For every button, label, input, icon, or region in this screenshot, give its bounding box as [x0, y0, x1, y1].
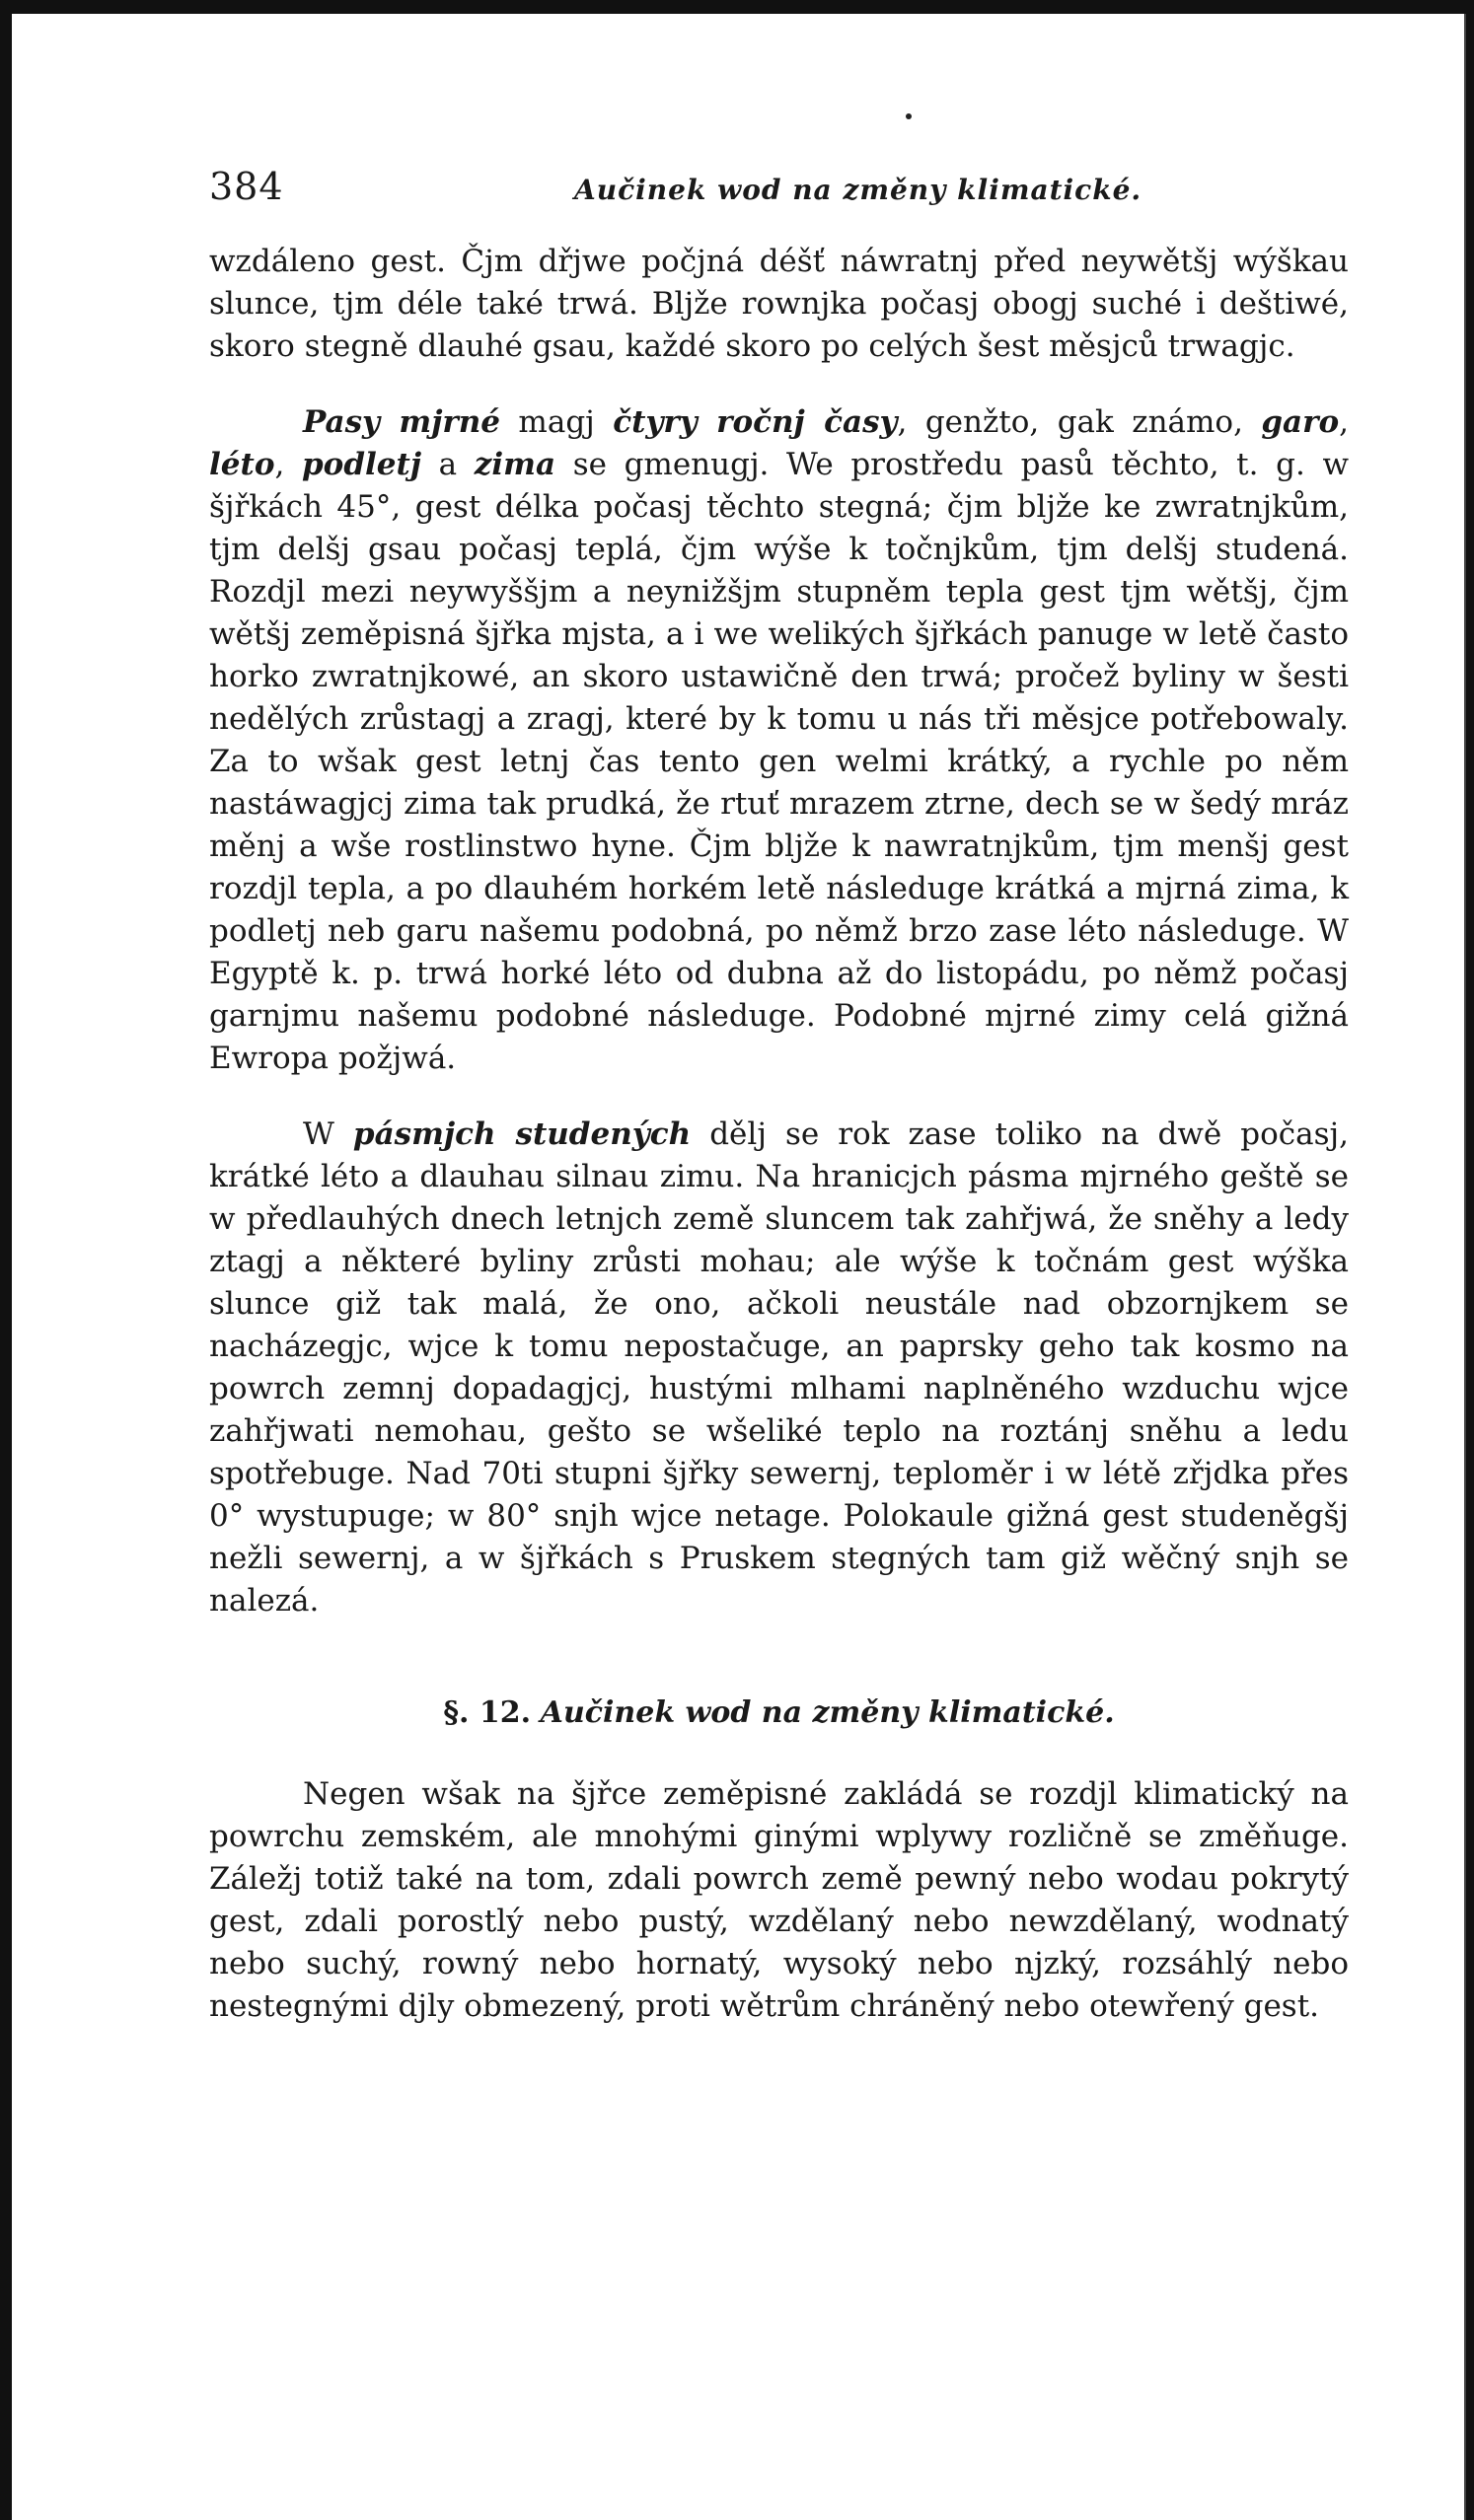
book-page [209, 166, 1349, 2028]
text-span: , [274, 447, 302, 482]
text-span: , [1339, 404, 1349, 440]
text-span: se gmenugj. We prostředu pasů těchto, t. g. w šjřkách 45°, gest délka počasj těchto stegná; čjm bljže ke zwratnjkům, tjm delšj gsau počasj teplá, čjm wýše k točnjkům, tjm delšj studená. Rozdjl mezi neywyššjm a neynižšjm stupněm tepla gest tjm wětšj, čjm wětšj zeměpisná šjřka mjsta, a i we welikých šjřkách panuge w letě často horko zwratnjkowé, an skoro ustawičně den trwá; pročež byliny w šesti nedělých zrůstagj a zragj, které by k tomu u nás tři měsjce potřebowaly. Za to wšak gest letnj čas tento gen welmi krátký, a rychle po něm nastáwagjcj zima tak prudká, že rtuť mrazem ztrne, dech se w šedý mráz měnj a wše rostlinstwo hyne. Čjm bljže k nawratnjkům, tjm menšj gest rozdjl tepla, a po dlauhém horkém letě následuge krátká a mjrná zima, k podletj neb garu našemu podobná, po němž brzo zase léto následuge. W Egyptě k. p. trwá horké léto od dubna až do listopádu, po němž počasj garnjmu našemu podobné následuge. Podobné mjrné zimy celá gižná Ewropa požjwá. [209, 447, 1349, 1076]
term-leto: léto [209, 447, 275, 482]
page-number: 384 [209, 165, 284, 208]
right-border [1466, 0, 1474, 2520]
term-pasmjch-studenych: pásmjch studených [352, 1116, 692, 1152]
term-podletj: podletj [301, 447, 422, 482]
term-pasy-mjrne: Pasy mjrné [303, 404, 501, 440]
paragraph-4: Negen wšak na šjřce zeměpisné zakládá se rozdjl klimatický na powrchu zemském, ale mnohými ginými wplywy rozličně se změňuge. Záležj totiž také na tom, zdali powrch země pewný nebo wodau pokrytý gest, zdali porostlý nebo pustý, wzdělaný nebo newzdělaný, wodnatý nebo suchý, rowný nebo hornatý, wysoký nebo njzký, rozsáhlý nebo nestegnými djly obmezený, proti wětrům chráněný nebo otewřený gest. [209, 1776, 1349, 2024]
section-title: Aučinek wod na změny klimatické. [540, 1695, 1115, 1730]
term-garo: garo [1261, 404, 1340, 440]
page-header [209, 166, 1349, 211]
text-span: magj [500, 404, 614, 440]
text-span: , genžto, gak známo, [897, 404, 1262, 440]
running-title: Aučinek wod na změny klimatické. [574, 174, 1142, 206]
inner-right-border [1464, 14, 1466, 2520]
section-heading [209, 1692, 1349, 1734]
text-span: W [303, 1116, 353, 1152]
scan-speck [906, 113, 912, 119]
text-span: dělj se rok zase toliko na dwě počasj, krátké léto a dlauhau silnau zimu. Na hranicjch pásma mjrného geště se w předlauhých dnech letnjch země sluncem tak zahřjwá, že sněhy a ledy ztagj a některé byliny zrůsti mohau; ale wýše k točnám gest wýška slunce giž tak malá, že ono, ačkoli neustále nad obzornjkem se nacházegjc, wjce k tomu nepostačuge, an paprsky geho tak kosmo na powrch zemnj dopadagjcj, hustými mlhami naplněného wzduchu wjce zahřjwati nemohau, gešto se wšeliké teplo na roztánj sněhu a ledu spotřebuge. Nad 70ti stupni šjřky sewernj, teploměr i w létě zřjdka přes 0° wystupuge; w 80° snjh wjce netage. Polokaule gižná gest studeněgšj nežli sewernj, a w šjřkách s Pruskem stegných tam giž wěčný snjh se nalezá. [209, 1116, 1349, 1619]
term-ctyry-rocnj-casy: čtyry ročnj časy [613, 404, 898, 440]
section-number: §. 12. [443, 1695, 532, 1730]
paragraph-1: wzdáleno gest. Čjm dřjwe počjná déšť náwratnj před neywětšj wýškau slunce, tjm déle také trwá. Bljže rownjka počasj obogj suché i deštiwé, skoro stegně dlauhé gsau, každé skoro po celých šest měsjců trwagjc. [209, 244, 1349, 364]
paragraph-3 [209, 1114, 1349, 1622]
term-zima: zima [474, 447, 556, 482]
text-span: a [421, 447, 475, 482]
paragraph-2 [209, 401, 1349, 1080]
